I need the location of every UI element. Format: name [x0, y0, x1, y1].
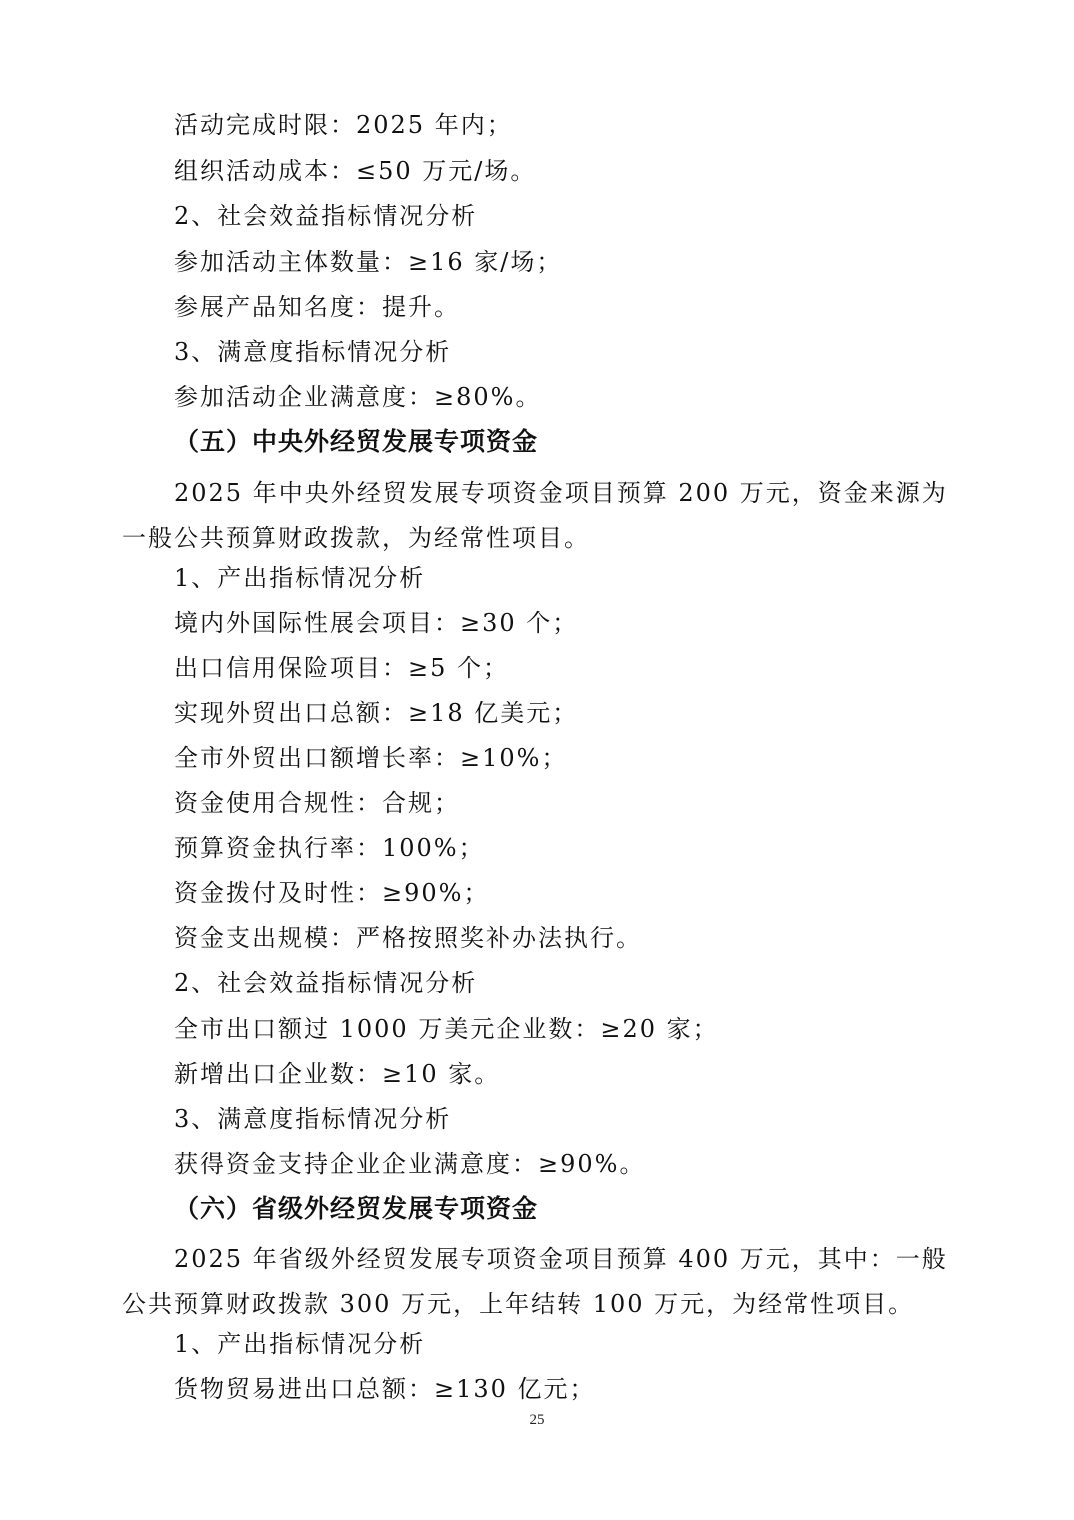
- text-line: 全市出口额过 1000 万美元企业数：≥20 家；: [174, 1015, 719, 1043]
- text-line: 实现外贸出口总额：≥18 亿美元；: [174, 699, 579, 727]
- text-line: 资金支出规模：严格按照奖补办法执行。: [174, 924, 642, 952]
- text-line: 预算资金执行率：100%；: [174, 834, 485, 862]
- text-line: 参展产品知名度：提升。: [174, 293, 460, 321]
- subheading: 1、产出指标情况分析: [174, 1330, 426, 1358]
- subheading: 2、社会效益指标情况分析: [174, 202, 478, 230]
- text-line: 货物贸易进出口总额：≥130 亿元；: [174, 1375, 596, 1403]
- paragraph: [122, 1237, 954, 1327]
- subheading: 3、满意度指标情况分析: [174, 1105, 452, 1133]
- text-line: 参加活动企业满意度：≥80%。: [174, 383, 542, 411]
- text-line: 参加活动主体数量：≥16 家/场；: [174, 248, 563, 276]
- subheading: 2、社会效益指标情况分析: [174, 969, 478, 997]
- text-line: 组织活动成本：≤50 万元/场。: [174, 157, 537, 185]
- text-line: 获得资金支持企业企业满意度：≥90%。: [174, 1150, 646, 1178]
- text-line: 资金使用合规性：合规；: [174, 789, 460, 817]
- text-line: 全市外贸出口额增长率：≥10%；: [174, 744, 568, 772]
- section-heading: （五）中央外经贸发展专项资金: [174, 427, 539, 456]
- text-line: 新增出口企业数：≥10 家。: [174, 1060, 501, 1088]
- page-number: 25: [529, 1412, 545, 1428]
- subheading: 1、产出指标情况分析: [174, 564, 426, 592]
- paragraph-text: 2025 年省级外经贸发展专项资金项目预算 400 万元，其中：一般公共预算财政拨款 300 万元，上年结转 100 万元，为经常性项目。: [122, 1245, 948, 1318]
- text-line: 境内外国际性展会项目：≥30 个；: [174, 609, 579, 637]
- paragraph-text: 2025 年中央外经贸发展专项资金项目预算 200 万元，资金来源为一般公共预算财政拨款，为经常性项目。: [122, 479, 948, 552]
- paragraph: [122, 471, 954, 561]
- section-heading: （六）省级外经贸发展专项资金: [174, 1194, 539, 1223]
- text-line: 资金拨付及时性：≥90%；: [174, 879, 490, 907]
- text-line: 活动完成时限：2025 年内；: [174, 111, 513, 139]
- text-line: 出口信用保险项目：≥5 个；: [174, 654, 510, 682]
- subheading: 3、满意度指标情况分析: [174, 338, 452, 366]
